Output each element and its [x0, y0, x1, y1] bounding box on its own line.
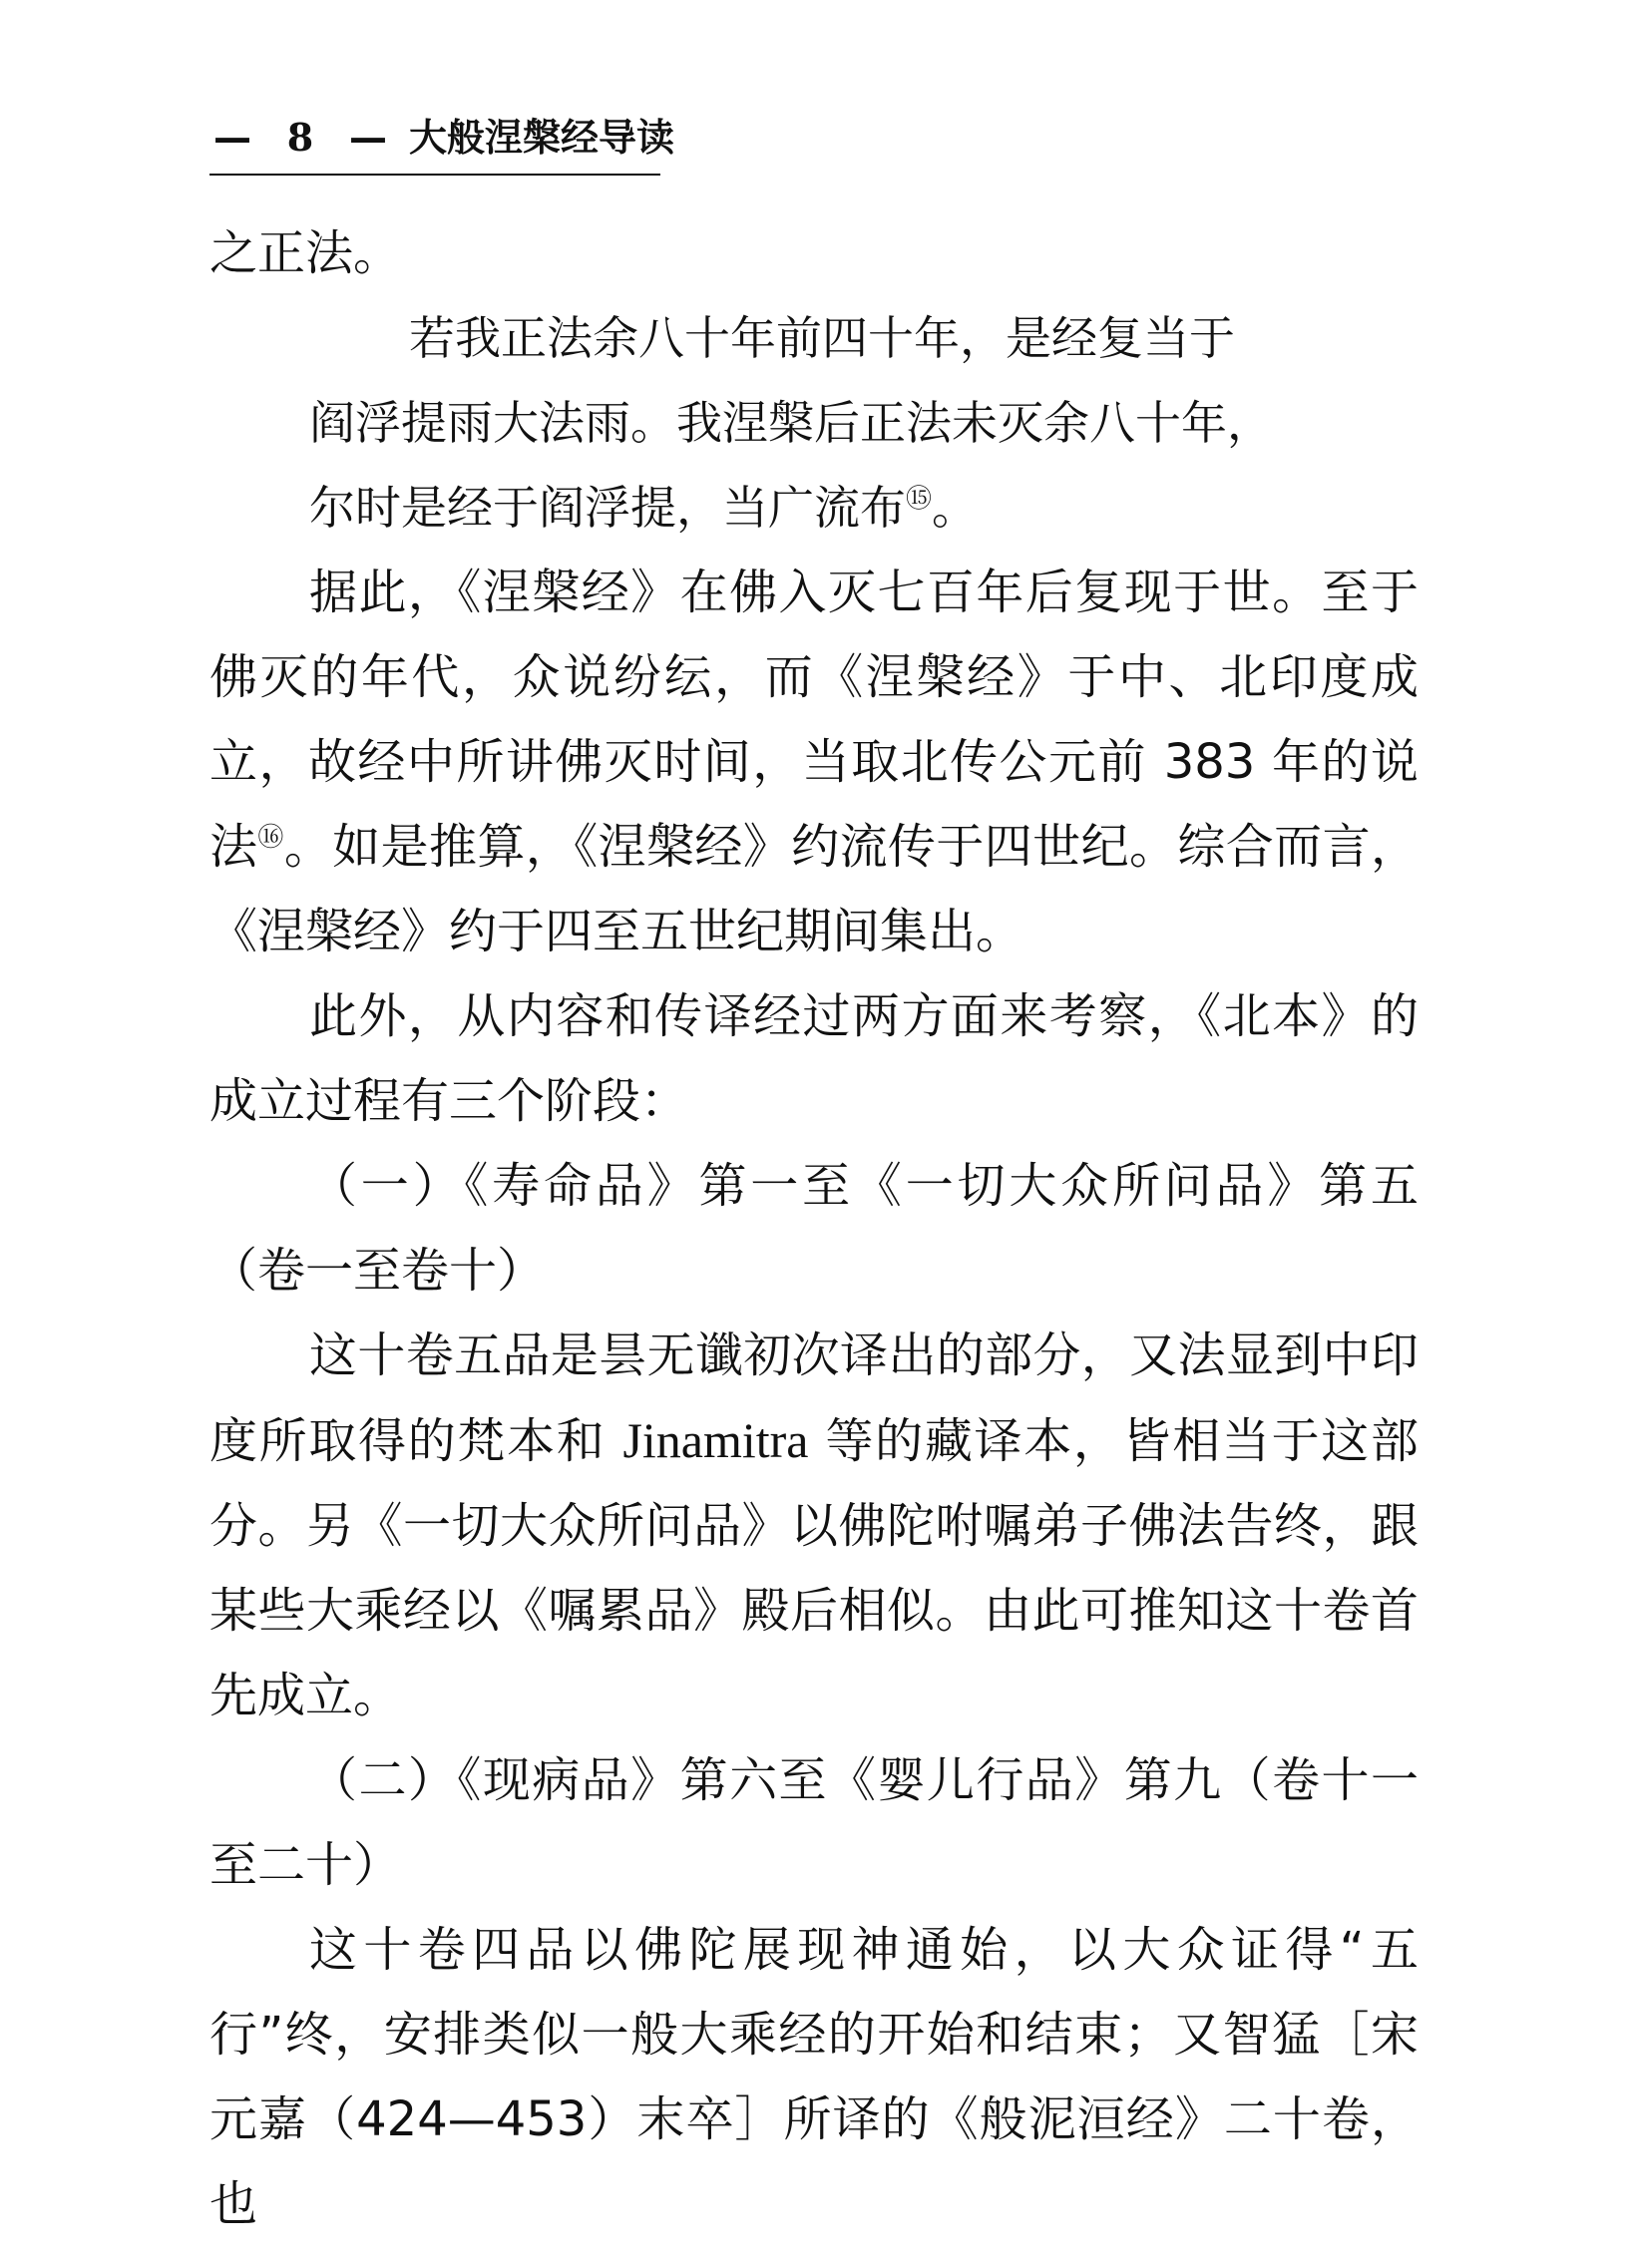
book-title: 大般涅槃经导读: [409, 116, 675, 160]
jinamitra-term: Jinamitra: [622, 1412, 809, 1468]
paragraph-stage-1-part-b: 等的藏译本，皆相当于这部分。另《一切大众所问品》以佛陀咐嘱弟子佛法告终，跟某些大乘经以《嘱累品》殿后相似。由此可推知这十卷首先成立。: [209, 1413, 1419, 1723]
sutra-quote: [309, 296, 1419, 551]
paragraph-stage-1-part-a: 这十卷五品是昙无谶初次译出的部分，又法显到中印度所取得的梵本和: [209, 1327, 1419, 1469]
quote-line-3-end: 。: [932, 481, 979, 535]
quote-line-1: 若我正法余八十年前四十年，是经复当于: [409, 311, 1235, 365]
quote-line-2: 阎浮提雨大法雨。我涅槃后正法未灭余八十年，: [309, 396, 1273, 450]
paragraph-stages-intro: 此外，从内容和传译经过两方面来考察，《北本》的成立过程有三个阶段：: [209, 988, 1419, 1129]
quote-line-3-text: 尔时是经于阎浮提，当广流布: [309, 481, 906, 535]
quote-line-3: [309, 466, 1419, 551]
paragraph-dating-part-b: 。如是推算，《涅槃经》约流传于四世纪。综合而言，《涅槃经》约于四至五世纪期间集出。: [209, 819, 1419, 959]
paragraph-stage-2: 这十卷四品以佛陀展现神通始，以大众证得“五行”终，安排类似一般大乘经的开始和结束；又智猛［宋元嘉（424—453）末卒］所译的《般泥洹经》二十卷，也: [209, 1922, 1419, 2232]
stage-heading-1: （一）《寿命品》第一至《一切大众所问品》第五（卷一至卷十）: [209, 1158, 1419, 1299]
page-number: 8: [286, 115, 314, 160]
footnote-marker-15: ⑮: [906, 484, 933, 515]
running-header: [209, 112, 675, 176]
paragraph-dating: [209, 551, 1419, 974]
body-text: [209, 211, 1419, 2247]
footnote-marker-16: ⑯: [257, 823, 284, 853]
paragraph-stage-1: [209, 1314, 1419, 1738]
paragraph-dating-part-a: 据此，《涅槃经》在佛入灭七百年后复现于世。至于佛灭的年代，众说纷纭，而《涅槃经》于中、北印度成立，故经中所讲佛灭时间，当取北传公元前 383 年的说法: [209, 565, 1419, 875]
header-dash-left: —: [213, 116, 251, 160]
header-dash-right: —: [349, 116, 387, 160]
paragraph-continuation: 之正法。: [209, 225, 402, 281]
stage-heading-2: （二）《现病品》第六至《婴儿行品》第九（卷十一至二十）: [209, 1752, 1419, 1893]
